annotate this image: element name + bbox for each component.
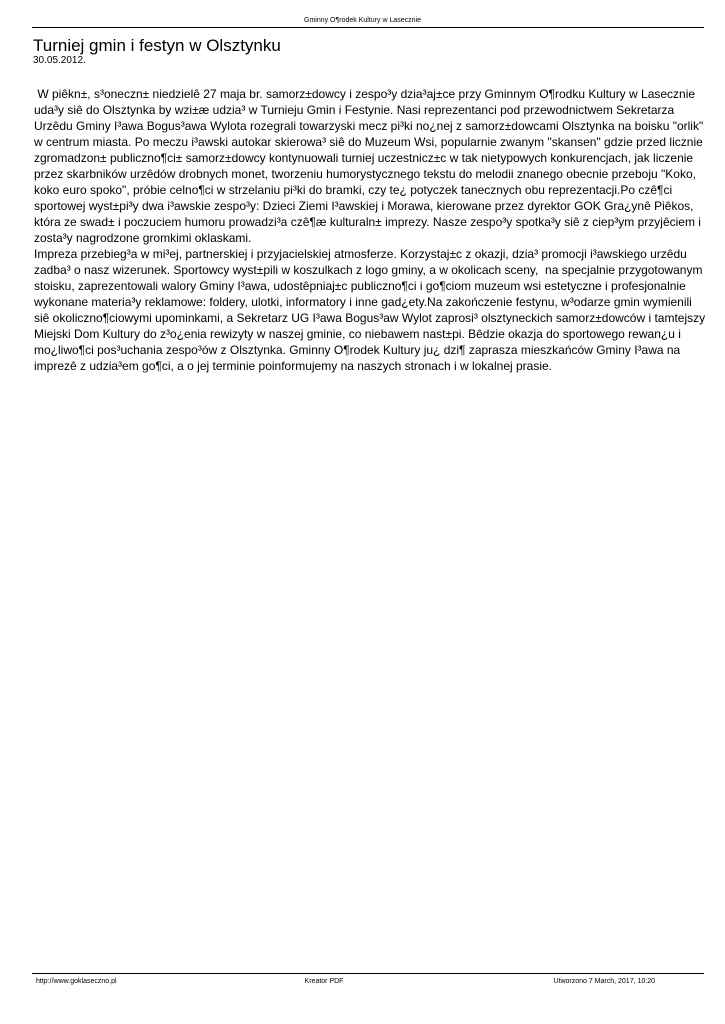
footer-creator: Kreator PDF [304, 978, 344, 985]
article-paragraph-1: W piêkn±, s³oneczn± niedzielê 27 maja br. samorz±dowcy i zespo³y dzia³aj±ce przy Gminnym O¶rodku Kultury w Lasecznie uda³y siê do Olsztynka by wzi±æ udzia³ w Turnieju Gmin i Festynie. Nasi reprezentanci pod przewodnictwem Sekretarza Urzêdu Gminy I³awa Bogus³awa Wylota rozegrali towarzyski mecz pi³ki no¿nej z samorz±dowcami Olsztynka na boisku "orlik" w centrum miasta. Po meczu i³awski autokar skierowa³ siê do Muzeum Wsi, popularnie zwanym "skansen" gdzie przed licznie zgromadzon± publiczno¶ci± samorz±dowcy kontynuowali turniej uczestnicz±c w tak nietypowych konkurencjach, jak liczenie przez skarbników urzêdów drobnych monet, tworzeniu humorystycznego tekstu do melodii znanego obecnie przeboju "Koko, koko euro spoko", próbie celno¶ci w strzelaniu pi³ki do bramki, czy te¿ potyczek tanecznych obu reprezentacji.Po czê¶ci sportowej wyst±pi³y dwa i³awskie zespo³y: Dzieci Ziemi I³awskiej i Morawa, kierowane przez dyrektor GOK Gra¿ynê Piêkos, która ze swad± i poczuciem humoru prowadzi³a czê¶æ kulturaln± imprezy. Nasze zespo³y spotka³y siê z ciep³ym przyjêciem i zosta³y nagrodzone gromkimi oklaskami. [34, 87, 707, 245]
article-body [34, 86, 709, 374]
footer-divider [32, 973, 704, 974]
article-paragraph-2: Impreza przebieg³a w mi³ej, partnerskiej i przyjacielskiej atmosferze. Korzystaj±c z okazji, dzia³ promocji i³awskiego urzêdu zadba³ o nasz wizerunek. Sportowcy wyst±pili w koszulkach z logo gminy, a w okolicach sceny, na specjalnie przygotowanym stoisku, zaprezentowali walory Gminy I³awa, udostêpniaj±c publiczno¶ci i go¶ciom muzeum wsi estetyczne i profesjonalnie wykonane materia³y reklamowe: foldery, ulotki, informatory i inne gad¿ety.Na zakończenie festynu, w³odarze gmin wymienili siê okoliczno¶ciowymi upominkami, a Sekretarz UG I³awa Bogus³aw Wylot zaprosi³ olsztyneckich samorz±dowców i tamtejszy Miejski Dom Kultury do z³o¿enia rewizyty w naszej gminie, co niebawem nast±pi. Bêdzie okazja do sportowego rewan¿u i mo¿liwo¶ci pos³uchania zespo³ów z Olsztynka. Gminny O¶rodek Kultury ju¿ dzi¶ zaprasza mieszkańców Gminy I³awa na imprezê z udzia³em go¶ci, a o jej terminie poinformujemy na naszych stronach i w lokalnej prasie. [34, 247, 709, 373]
footer-created-date: Utworzono 7 March, 2017, 10:20 [553, 978, 655, 985]
footer-url[interactable]: http://www.goklaseczno.pl [36, 978, 117, 985]
header-divider [32, 27, 704, 28]
article-title: Turniej gmin i festyn w Olsztynku [33, 36, 281, 55]
page-header: Gminny O¶rodek Kultury w Lasecznie [304, 17, 421, 24]
article-date: 30.05.2012. [33, 55, 86, 66]
